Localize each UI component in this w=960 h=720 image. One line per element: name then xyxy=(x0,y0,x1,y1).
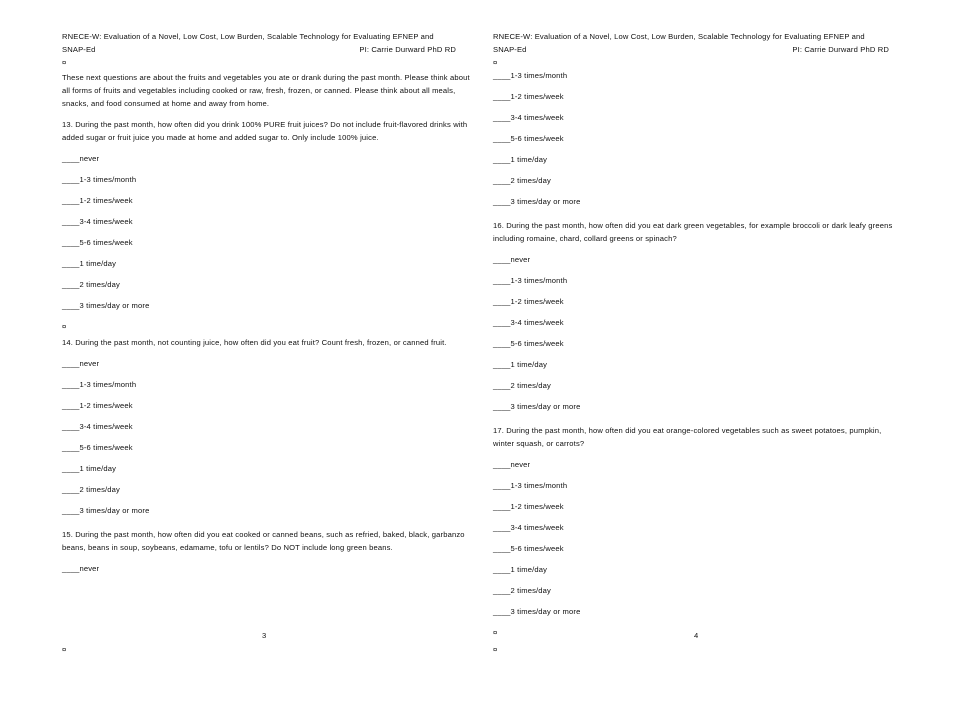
answer-option[interactable]: ____3-4 times/week xyxy=(493,318,564,327)
running-header xyxy=(62,30,470,69)
running-header xyxy=(493,30,903,69)
answer-option[interactable]: ____never xyxy=(62,154,100,163)
question-15-text: 15. During the past month, how often did you eat cooked or canned beans, such as refried, baked, black, garbanzo beans, beans in soup, soybeans, edamame, tofu or lentils? Do NOT include long green beans. xyxy=(62,530,465,552)
answer-option[interactable]: ____3-4 times/week xyxy=(62,217,133,226)
question-13-text: 13. During the past month, how often did you drink 100% PURE fruit juices? Do not include fruit-flavored drinks with added sugar or fruit juice you made at home and added sugar to. Only include 100% juice. xyxy=(62,120,468,142)
question-17-text: 17. During the past month, how often did you eat orange-colored vegetables such as sweet potatoes, pumpkin, winter squash, or carrots? xyxy=(493,426,882,448)
answer-option[interactable]: ____1-2 times/week xyxy=(62,401,133,410)
page-number: 4 xyxy=(694,631,699,640)
page-number: 3 xyxy=(262,631,267,640)
answer-option[interactable]: ____2 times/day xyxy=(62,485,120,494)
answer-option[interactable]: ____1-3 times/month xyxy=(493,276,568,285)
question-15-options-continued xyxy=(493,69,903,216)
answer-option[interactable]: ____3 times/day or more xyxy=(62,506,150,515)
answer-option[interactable]: ____1-2 times/week xyxy=(493,502,564,511)
question-16-options xyxy=(493,253,903,421)
answer-option[interactable]: ____3-4 times/week xyxy=(493,113,564,122)
answer-option[interactable]: ____3 times/day or more xyxy=(493,607,581,616)
document-page-4 xyxy=(480,0,960,720)
header-pi: PI: Carrie Durward PhD RD xyxy=(359,45,456,54)
answer-option[interactable]: ____1-3 times/month xyxy=(493,481,568,490)
answer-option[interactable]: ____2 times/day xyxy=(62,280,120,289)
answer-option[interactable]: ____1 time/day xyxy=(62,259,117,268)
paragraph-mark: ¤ xyxy=(493,58,498,67)
answer-option[interactable]: ____1 time/day xyxy=(62,464,117,473)
answer-option[interactable]: ____1-2 times/week xyxy=(493,297,564,306)
paragraph-mark: ¤ xyxy=(62,322,67,331)
answer-option[interactable]: ____5-6 times/week xyxy=(62,238,133,247)
answer-option[interactable]: ____2 times/day xyxy=(493,381,551,390)
answer-option[interactable]: ____1 time/day xyxy=(493,360,548,369)
answer-option[interactable]: ____2 times/day xyxy=(493,176,551,185)
answer-option[interactable]: ____1-2 times/week xyxy=(493,92,564,101)
answer-option[interactable]: ____never xyxy=(62,359,100,368)
paragraph-mark: ¤ xyxy=(493,628,498,637)
answer-option[interactable]: ____1 time/day xyxy=(493,155,548,164)
header-pi: PI: Carrie Durward PhD RD xyxy=(792,45,889,54)
answer-option[interactable]: ____3-4 times/week xyxy=(493,523,564,532)
question-17-options xyxy=(493,458,903,626)
answer-option[interactable]: ____5-6 times/week xyxy=(493,134,564,143)
answer-option[interactable]: ____3 times/day or more xyxy=(493,402,581,411)
question-15-options xyxy=(62,562,470,583)
answer-option[interactable]: ____3 times/day or more xyxy=(62,301,150,310)
footer-mark: ¤ xyxy=(493,645,498,654)
answer-option[interactable]: ____never xyxy=(493,460,531,469)
answer-option[interactable]: ____5-6 times/week xyxy=(62,443,133,452)
paragraph-mark: ¤ xyxy=(62,58,67,67)
header-title-line1: RNECE-W: Evaluation of a Novel, Low Cost, Low Burden, Scalable Technology for Evaluating EFNEP and xyxy=(493,32,865,41)
question-13-options xyxy=(62,152,470,320)
header-title-line1: RNECE-W: Evaluation of a Novel, Low Cost, Low Burden, Scalable Technology for Evaluating EFNEP and xyxy=(62,32,434,41)
question-16-text: 16. During the past month, how often did you eat dark green vegetables, for example broccoli or dark leafy greens including romaine, chard, collard greens or spinach? xyxy=(493,221,893,243)
answer-option[interactable]: ____1-3 times/month xyxy=(493,71,568,80)
question-14-text: 14. During the past month, not counting juice, how often did you eat fruit? Count fresh, frozen, or canned fruit. xyxy=(62,338,447,347)
footer-mark: ¤ xyxy=(62,645,67,654)
answer-option[interactable]: ____1 time/day xyxy=(493,565,548,574)
page-content xyxy=(62,30,470,583)
answer-option[interactable]: ____1-3 times/month xyxy=(62,380,137,389)
answer-option[interactable]: ____never xyxy=(493,255,531,264)
answer-option[interactable]: ____never xyxy=(62,564,100,573)
answer-option[interactable]: ____2 times/day xyxy=(493,586,551,595)
answer-option[interactable]: ____5-6 times/week xyxy=(493,544,564,553)
answer-option[interactable]: ____1-3 times/month xyxy=(62,175,137,184)
answer-option[interactable]: ____1-2 times/week xyxy=(62,196,133,205)
answer-option[interactable]: ____3 times/day or more xyxy=(493,197,581,206)
answer-option[interactable]: ____5-6 times/week xyxy=(493,339,564,348)
header-title-line2: SNAP-Ed xyxy=(62,45,96,54)
answer-option[interactable]: ____3-4 times/week xyxy=(62,422,133,431)
intro-paragraph: These next questions are about the fruits and vegetables you ate or drank during the past month. Please think about all forms of fruits and vegetables including cooked or raw, fresh, frozen, or canned. Please think about all meals, snacks, and food consumed at home and away from home. xyxy=(62,73,470,108)
question-14-options xyxy=(62,357,470,525)
page-content xyxy=(493,30,903,639)
header-title-line2: SNAP-Ed xyxy=(493,45,527,54)
